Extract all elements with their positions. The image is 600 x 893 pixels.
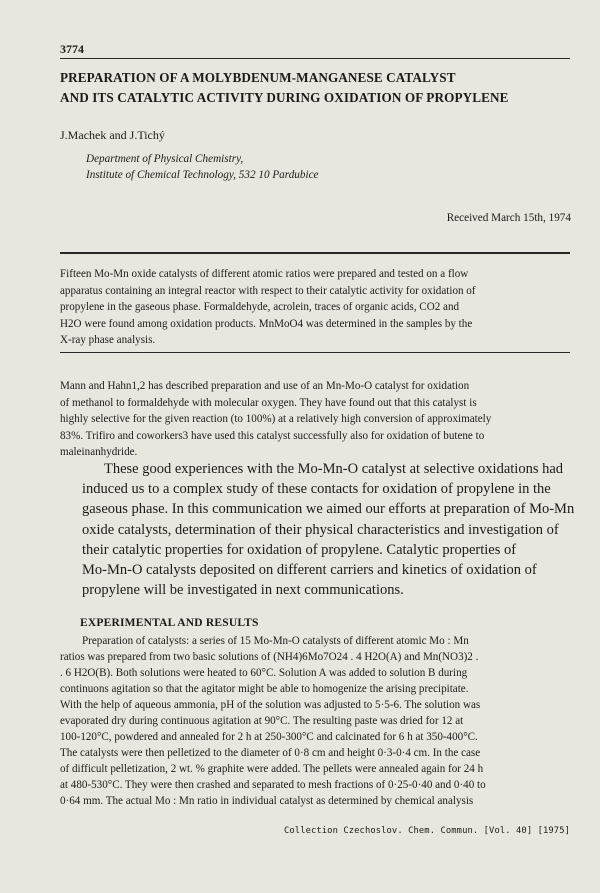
abstract-line: H2O were found among oxidation products. MnMoO4 was determined in the samples by the <box>60 317 473 330</box>
header-rule <box>60 58 570 59</box>
abstract <box>60 266 570 349</box>
paragraph-2-line: Mo-Mn-O catalysts deposited on different carriers and kinetics of oxidation of <box>82 562 537 579</box>
body-line: . 6 H2O(B). Both solutions were heated to 60°C. Solution A was added to solution B during <box>60 667 468 679</box>
abstract-top-rule <box>60 252 570 254</box>
affiliation-line-2: Institute of Chemical Technology, 532 10 Pardubice <box>86 169 319 181</box>
abstract-line: Fifteen Mo-Mn oxide catalysts of different atomic ratios were prepared and tested on a flow <box>60 268 469 280</box>
body-line: With the help of aqueous ammonia, pH of the solution was adjusted to 5·5-6. The solution was <box>60 699 481 711</box>
title-line-2: AND ITS CATALYTIC ACTIVITY DURING OXIDATION OF PROPYLENE <box>60 90 509 105</box>
paragraph-2-line: their catalytic properties for oxidation of propylene. Catalytic properties of <box>82 541 517 558</box>
body-line: of difficult pelletization, 2 wt. % graphite were added. The pellets were annealed again for 24 h <box>60 763 484 775</box>
body-line: 0·64 mm. The actual Mo : Mn ratio in individual catalyst as determined by chemical analysis <box>60 795 474 807</box>
title-line-1: PREPARATION OF A MOLYBDENUM-MANGANESE CATALYST <box>60 70 456 85</box>
body-line: Preparation of catalysts: a series of 15 Mo-Mn-O catalysts of different atomic Mo : Mn <box>82 635 469 647</box>
authors: J.Machek and J.Tichý <box>60 128 165 142</box>
paragraph-2-line: induced us to a complex study of these contacts for oxidation of propylene in the <box>82 481 551 498</box>
article-title <box>60 68 580 108</box>
body-line: continuons agitation so that the agitator might be able to homogenize the arising precipitate. <box>60 683 469 695</box>
paragraph-2-line: These good experiences with the Mo-Mn-O catalyst at selective oxidations had <box>104 461 564 477</box>
body-line: evaporated dry during continuous agitation at 90°C. The resulting paste was dried for 12 at <box>60 715 464 727</box>
journal-footer: Collection Czechoslov. Chem. Commun. [Vol. 40] [1975] <box>284 826 570 836</box>
paragraph-2-line: gaseous phase. In this communication we aimed our efforts at preparation of Mo-Mn <box>82 501 575 518</box>
abstract-line: X-ray phase analysis. <box>60 334 156 346</box>
paragraph-2-line: oxide catalysts, determination of their physical characteristics and investigation of <box>82 521 559 538</box>
abstract-line: propylene in the gaseous phase. Formaldehyde, acrolein, traces of organic acids, CO2 and <box>60 301 460 313</box>
paragraph-2 <box>60 459 575 600</box>
body-line: The catalysts were then pelletized to the diameter of 0·8 cm and height 0·3-0·4 cm. In the case <box>60 747 481 759</box>
section-heading: EXPERIMENTAL AND RESULTS <box>80 617 259 629</box>
body-line: 100-120°C, powdered and annealed for 2 h at 250-300°C and calcinated for 6 h at 350-400°C. <box>60 731 478 743</box>
affiliation-line-1: Department of Physical Chemistry, <box>86 153 244 165</box>
intro-line: highly selective for the given reaction (to 100%) at a relatively high conversion of approximately <box>60 413 492 425</box>
intro-paragraph <box>60 378 570 461</box>
body-line: at 480-530°C. They were then crashed and separated to mesh fractions of 0·25-0·40 and 0·40 to <box>60 779 486 791</box>
affiliation <box>86 151 319 183</box>
abstract-bottom-rule <box>60 352 570 353</box>
abstract-line: apparatus containing an integral reactor with respect to their catalytic activity for oxidation of <box>60 284 476 297</box>
intro-line: of methanol to formaldehyde with molecular oxygen. They have found out that this catalyst is <box>60 396 477 409</box>
body-line: ratios was prepared from two basic solutions of (NH4)6Mo7O24 . 4 H2O(A) and Mn(NO3)2 . <box>60 651 479 663</box>
intro-line: maleinanhydride. <box>60 446 138 458</box>
received-date: Received March 15th, 1974 <box>446 212 571 224</box>
experimental-paragraph <box>60 633 572 809</box>
page-number: 3774 <box>60 42 84 56</box>
paragraph-2-line: propylene will be investigated in next communications. <box>82 582 404 599</box>
intro-line: 83%. Trifiro and coworkers3 have used this catalyst successfully also for oxidation of butene to <box>60 429 485 442</box>
intro-line: Mann and Hahn1,2 has described preparation and use of an Mn-Mo-O catalyst for oxidation <box>60 380 470 392</box>
